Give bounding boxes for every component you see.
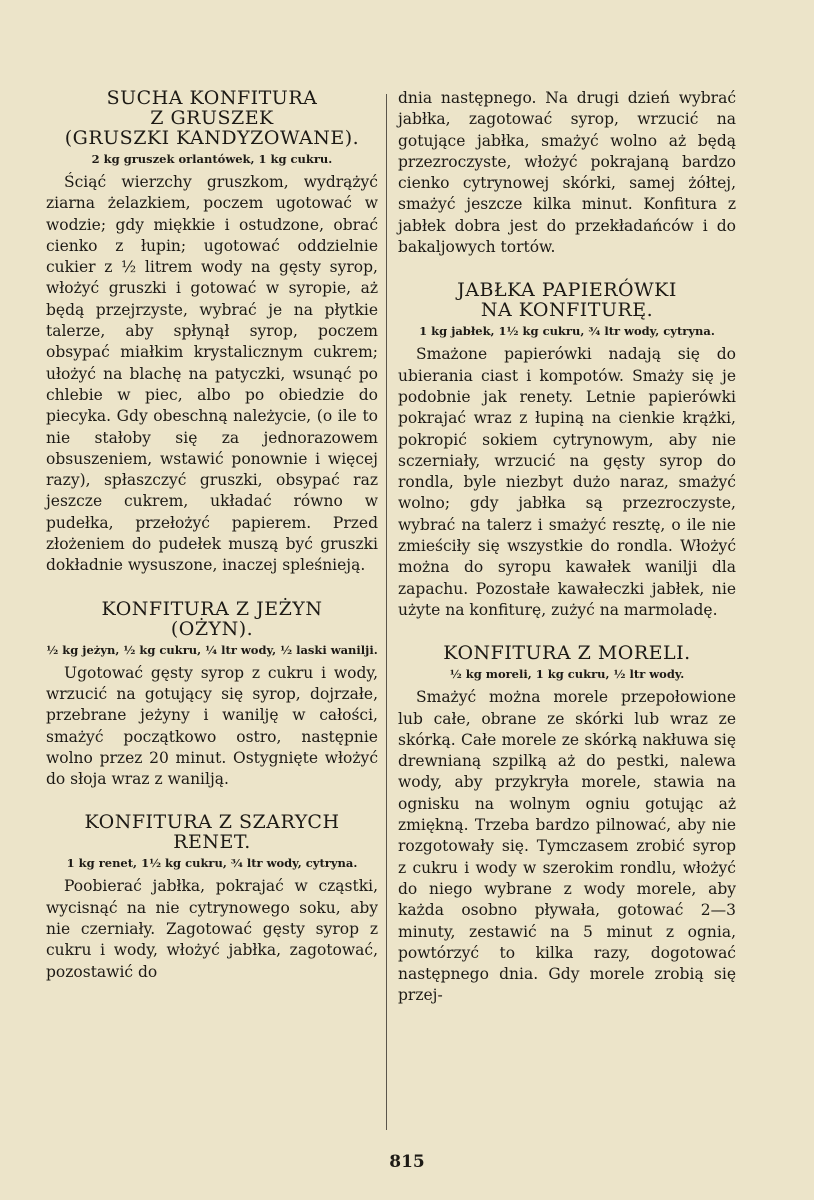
page-number: 815 — [389, 1152, 425, 1172]
recipe-text: Smażyć można morele przepołowione lub całe, obrane ze skórki lub wraz ze skórką. Całe morele ze skórką nakłuwa się drewnianą szpilką aż do pestki, nalewa wody, aby przykryła morele, stawia na ognisku na wolnym ogniu gotując aż zmiękną. Trzeba bardzo pilnować, aby nie rozgotowały się. Tymczasem zrobić syrop z cukru i wody w szerokim rondlu, włożyć do niego wybrane z wody morele, aby każda osobno pływała, gotować 2—3 minuty, zestawić na 5 minut z ognia, powtórzyć to kilka razy, dogotować następnego dnia. Gdy morele zrobią się przej- — [398, 688, 736, 1005]
recipe-ingredients: 1 kg jabłek, 1½ kg cukru, ¾ ltr wody, cytryna. — [419, 324, 715, 339]
recipe-continuation: dnia następnego. Na drugi dzień wybrać jabłka, zagotować syrop, wrzucić na gotujące jabłka, smażyć wolno aż będą przezroczyste, włożyć pokrajaną bardzo cienko cytrynowej skórki, samej żółtej, smażyć jeszcze kilka minut. Konfitura z jabłek dobra jest do przekładańców i do bakaljowych tortów. — [398, 89, 736, 257]
recipe-title: JABŁKA PAPIERÓWKI NA KONFITURĘ. — [457, 279, 677, 322]
recipe-renet-jam — [46, 812, 378, 982]
recipe-ingredients: 1 kg renet, 1½ kg cukru, ¾ ltr wody, cytryna. — [66, 856, 358, 871]
column-divider — [386, 94, 387, 1130]
recipe-title: KONFITURA Z SZARYCH RENET. — [84, 811, 340, 854]
left-column — [46, 88, 378, 983]
recipe-title: KONFITURA Z JEŻYN (OŻYN). — [101, 597, 323, 640]
recipe-text: Smażone papierówki nadają się do ubierania ciast i kompotów. Smaży się je podobnie jak renety. Letnie papierówki pokrajać wraz z łupiną na cienkie krążki, pokropić sokiem cytrynowym, aby nie sczerniały, wrzucić na gęsty syrop do rondla, byle niezbyt dużo naraz, smażyć wolno; gdy jabłka są przezroczyste, wybrać na talerz i smażyć resztę, o ile nie zmieściły się wszystkie do rondla. Włożyć można do syropu kawałek wanilji dla zapachu. Pozostałe kawałeczki jabłek, nie użyte na konfiturę, zużyć na marmoladę. — [398, 345, 736, 619]
recipe-dried-pears — [46, 88, 378, 577]
recipe-blackberry-jam — [46, 599, 378, 791]
recipe-text: Ściąć wierzchy gruszkom, wydrążyć ziarna żelazkiem, poczem ugotować w wodzie; gdy miękkie i ostudzone, obrać cienko z łupin; ugotować oddzielnie cukier z ½ litrem wody na gęsty syrop, włożyć gruszki i gotować w syropie, aż będą przejrzyste, wybrać je na płytkie talerze, aby spłynął syrop, poczem obsypać miałkim krystalicznym cukrem; ułożyć na blachę na patyczki, wsunąć po chlebie w piec, albo po obiedzie do piecyka. Gdy obeschną należycie, (o ile to nie stałoby się za jednorazowem obsuszeniem, wstawić ponownie i więcej razy), spłaszczyć gruszki, obsypać raz jeszcze cukrem, układać równo w pudełka, przełożyć papierem. Przed złożeniem do pudełek muszą być gruszki dokładnie wysuszone, inaczej spleśnieją. — [46, 173, 378, 575]
recipe-ingredients: ½ kg moreli, 1 kg cukru, ½ ltr wody. — [449, 667, 685, 682]
recipe-apricot-jam — [398, 643, 736, 1006]
right-column — [398, 88, 736, 1007]
recipe-text: Poobierać jabłka, pokrajać w cząstki, wycisnąć na nie cytrynowego soku, aby nie czerniały. Zagotować gęsty syrop z cukru i wody, włożyć jabłka, zagotować, pozostawić do — [46, 877, 378, 981]
recipe-ingredients: ½ kg jeżyn, ½ kg cukru, ¼ ltr wody, ½ laski wanilji. — [46, 642, 378, 657]
recipe-ingredients: 2 kg gruszek orlantówek, 1 kg cukru. — [91, 152, 333, 166]
recipe-title: SUCHA KONFITURA Z GRUSZEK (GRUSZKI KANDYZOWANE). — [64, 87, 360, 149]
recipe-papierowki — [398, 280, 736, 621]
recipe-title: KONFITURA Z MORELI. — [443, 642, 691, 665]
recipe-text: Ugotować gęsty syrop z cukru i wody, wrzucić na gotujący się syrop, dojrzałe, przebrane jeżyny i wanilję w całości, smażyć początkowo ostro, następnie wolno przez 20 minut. Ostygnięte włożyć do słoja wraz z wanilją. — [46, 663, 378, 789]
